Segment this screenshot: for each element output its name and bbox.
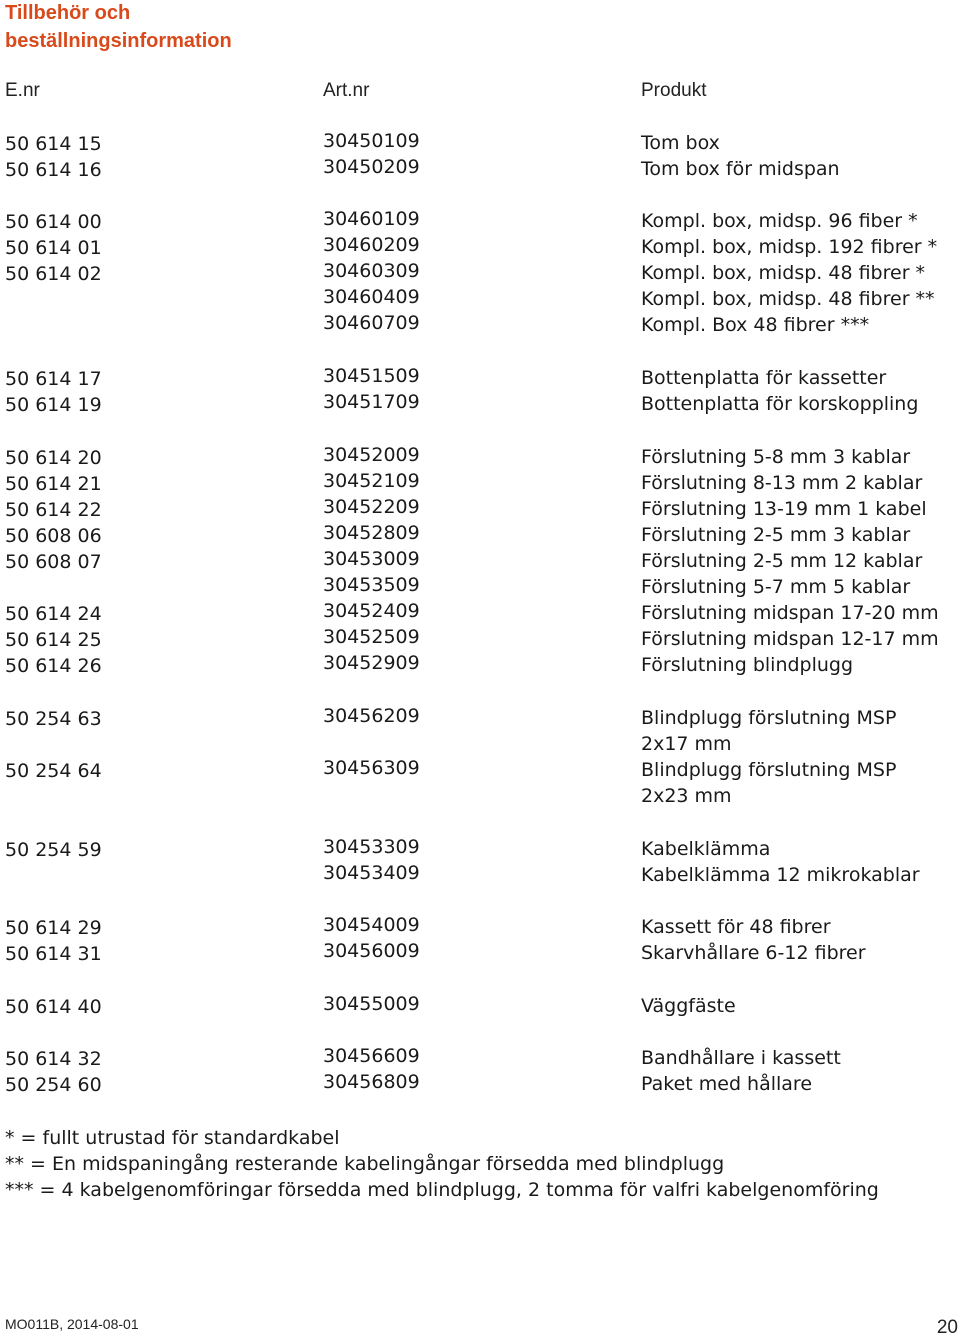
- table-cell-enr: 50 608 06: [5, 525, 102, 547]
- table-cell-artnr: 30456309: [323, 757, 420, 779]
- table-cell-enr: 50 614 22: [5, 499, 102, 521]
- table-cell-produkt: Kompl. box, midsp. 96 fiber *: [641, 210, 918, 232]
- table-cell-enr: 50 614 19: [5, 394, 102, 416]
- table-cell-produkt: Förslutning 2-5 mm 12 kablar: [641, 550, 923, 572]
- table-cell-enr: 50 254 59: [5, 839, 102, 861]
- table-cell-enr: 50 614 15: [5, 133, 102, 155]
- table-cell-enr: 50 254 64: [5, 760, 102, 782]
- table-cell-artnr: 30453009: [323, 548, 420, 570]
- table-cell-produkt: Förslutning midspan 17-20 mm: [641, 602, 939, 624]
- table-cell-artnr: 30460309: [323, 260, 420, 282]
- table-cell-produkt: Bottenplatta för kassetter: [641, 367, 887, 389]
- table-cell-produkt: Väggfäste: [641, 995, 736, 1017]
- note-3: *** = 4 kabelgenomföringar försedda med blindplugg, 2 tomma för valfri kabelgenomföring: [5, 1179, 879, 1201]
- table-cell-artnr: 30460709: [323, 312, 420, 334]
- table-cell-enr: 50 614 01: [5, 237, 102, 259]
- header-produkt: Produkt: [641, 80, 707, 101]
- table-cell-produkt: Tom box: [641, 132, 720, 154]
- table-cell-produkt: Skarvhållare 6-12 fibrer: [641, 942, 866, 964]
- table-cell-enr: 50 254 63: [5, 708, 102, 730]
- table-cell-artnr: 30450109: [323, 130, 420, 152]
- title-line-2: beställningsinformation: [5, 30, 232, 52]
- table-cell-produkt: Kompl. box, midsp. 48 fibrer **: [641, 288, 935, 310]
- table-cell-produkt: Kabelklämma: [641, 838, 771, 860]
- table-cell-artnr: 30453409: [323, 862, 420, 884]
- table-cell-produkt: Kompl. Box 48 fibrer ***: [641, 314, 870, 336]
- table-cell-produkt: Tom box för midspan: [641, 158, 840, 180]
- table-cell-artnr: 30452909: [323, 652, 420, 674]
- table-cell-artnr: 30460409: [323, 286, 420, 308]
- table-cell-enr: 50 614 26: [5, 655, 102, 677]
- table-cell-artnr: 30456009: [323, 940, 420, 962]
- table-cell-enr: 50 614 17: [5, 368, 102, 390]
- table-cell-artnr: 30456809: [323, 1071, 420, 1093]
- table-cell-artnr: 30452009: [323, 444, 420, 466]
- table-cell-produkt: Kompl. box, midsp. 192 fibrer *: [641, 236, 938, 258]
- note-2: ** = En midspaningång resterande kabelingångar försedda med blindplugg: [5, 1153, 725, 1175]
- table-cell-produkt: Paket med hållare: [641, 1073, 813, 1095]
- table-cell-artnr: 30456609: [323, 1045, 420, 1067]
- table-cell-produkt: Förslutning 8-13 mm 2 kablar: [641, 472, 923, 494]
- title-line-1: Tillbehör och: [5, 2, 131, 24]
- table-cell-enr: 50 614 21: [5, 473, 102, 495]
- table-cell-enr: 50 614 32: [5, 1048, 102, 1070]
- table-cell-produkt: Bottenplatta för korskoppling: [641, 393, 919, 415]
- table-cell-artnr: 30454009: [323, 914, 420, 936]
- table-cell-produkt: Förslutning blindplugg: [641, 654, 854, 676]
- table-cell-produkt-line2: 2x23 mm: [641, 785, 732, 807]
- table-cell-artnr: 30452109: [323, 470, 420, 492]
- table-cell-enr: 50 614 24: [5, 603, 102, 625]
- table-cell-enr: 50 254 60: [5, 1074, 102, 1096]
- table-cell-enr: 50 614 00: [5, 211, 102, 233]
- page-title: [0, 0, 300, 56]
- page-number: 20: [936, 1317, 958, 1338]
- header-enr: E.nr: [5, 80, 40, 101]
- table-cell-produkt: Förslutning 13-19 mm 1 kabel: [641, 498, 927, 520]
- table-cell-artnr: 30452509: [323, 626, 420, 648]
- table-cell-enr: 50 614 40: [5, 996, 102, 1018]
- table-cell-produkt: Bandhållare i kassett: [641, 1047, 841, 1069]
- document-id: MO011B, 2014-08-01: [5, 1316, 139, 1332]
- table-cell-enr: 50 614 16: [5, 159, 102, 181]
- table-cell-enr: 50 614 02: [5, 263, 102, 285]
- header-artnr: Art.nr: [323, 80, 370, 101]
- table-cell-produkt: Blindplugg förslutning MSP: [641, 707, 897, 729]
- table-cell-produkt: Blindplugg förslutning MSP: [641, 759, 897, 781]
- note-1: * = fullt utrustad för standardkabel: [5, 1127, 340, 1149]
- table-cell-enr: 50 608 07: [5, 551, 102, 573]
- table-cell-artnr: 30453509: [323, 574, 420, 596]
- table-cell-produkt: Förslutning 2-5 mm 3 kablar: [641, 524, 911, 546]
- table-cell-produkt-line2: 2x17 mm: [641, 733, 732, 755]
- table-cell-artnr: 30452409: [323, 600, 420, 622]
- table-cell-produkt: Kabelklämma 12 mikrokablar: [641, 864, 920, 886]
- table-cell-artnr: 30451709: [323, 391, 420, 413]
- table-cell-artnr: 30451509: [323, 365, 420, 387]
- table-cell-artnr: 30450209: [323, 156, 420, 178]
- table-cell-enr: 50 614 31: [5, 943, 102, 965]
- table-cell-produkt: Förslutning 5-7 mm 5 kablar: [641, 576, 911, 598]
- table-cell-artnr: 30452809: [323, 522, 420, 544]
- table-cell-enr: 50 614 20: [5, 447, 102, 469]
- table-cell-enr: 50 614 25: [5, 629, 102, 651]
- table-cell-artnr: 30456209: [323, 705, 420, 727]
- table-cell-produkt: Kassett för 48 fibrer: [641, 916, 831, 938]
- table-cell-artnr: 30452209: [323, 496, 420, 518]
- table-cell-artnr: 30460209: [323, 234, 420, 256]
- table-cell-produkt: Förslutning 5-8 mm 3 kablar: [641, 446, 911, 468]
- table-cell-produkt: Kompl. box, midsp. 48 fibrer *: [641, 262, 926, 284]
- table-cell-produkt: Förslutning midspan 12-17 mm: [641, 628, 939, 650]
- table-cell-artnr: 30455009: [323, 993, 420, 1015]
- table-cell-artnr: 30460109: [323, 208, 420, 230]
- table-cell-artnr: 30453309: [323, 836, 420, 858]
- table-cell-enr: 50 614 29: [5, 917, 102, 939]
